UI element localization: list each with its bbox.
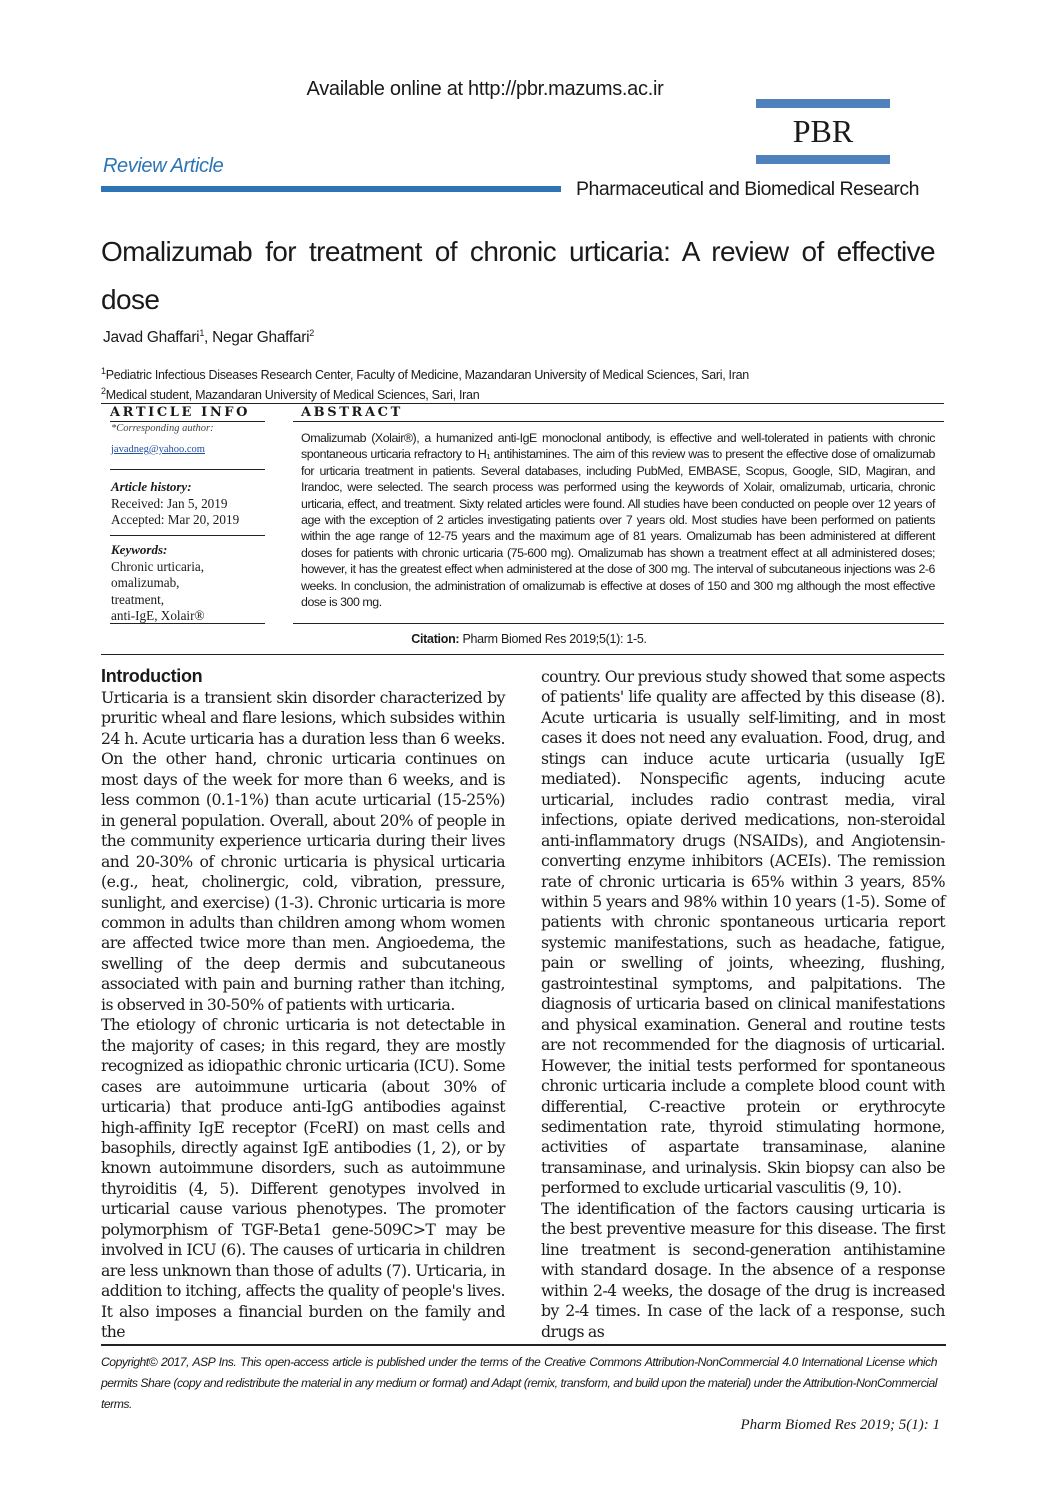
divider	[293, 421, 944, 422]
affiliation	[101, 366, 749, 382]
citation	[0, 632, 1058, 646]
author-list	[103, 328, 314, 347]
abstract-text: Omalizumab (Xolair®), a humanized anti-IgE monoclonal antibody, is effective and well-tolerated in patients with chronic spontaneous urticaria refractory to H₁ antihistamines. The aim of this review was to present the effective dose of omalizumab for urticaria treatment in patients. Several databases, including PubMed, EMBASE, Scopus, Google, SID, Magiran, and Irandoc, were selected. The search process was performed using the keywords of Xolair, omalizumab, urticaria, chronic urticaria, effect, and treatment. Sixty related articles were found. All studies have been conducted on people over 12 years of age with the exception of 2 articles investigating patients over 7 years old. Most studies have been performed on patients within the age range of 12-75 years and the maximum age of 81 years. Omalizumab has been administered at different doses for patients with chronic urticaria (75-600 mg). Omalizumab has shown a treatment effect at all administered doses; however, it has the greatest effect when administered at the dose of 300 mg. The interval of subcutaneous injections was 2-6 weeks. In conclusion, the administration of omalizumab is effective at doses of 150 and 300 mg although the most effective dose is 300 mg.	[301, 431, 935, 610]
body-paragraph: Urticaria is a transient skin disorder characterized by pruritic wheal and flare lesions, which subsides within 24 h. Acute urticaria has a duration less than 6 weeks. On the other hand, chronic urticaria continues on most days of the week for more than 6 weeks, and is less common (0.1-1%) than acute urticarial (15-25%) in general population. Overall, about 20% of people in the community experience urticaria during their lives and 20-30% of chronic urticaria is physical urticaria (e.g., heat, cholinergic, cold, vibration, pressure, sunlight, and exercise) (1-3). Chronic urticaria is more common in adults than children among whom women are affected twice more than men. Angioedema, the swelling of the deep dermis and subcutaneous associated with pain and burning rather than itching, is observed in 30-50% of patients with urticaria.	[101, 688, 505, 1014]
accepted-date: Accepted: Mar 20, 2019	[111, 512, 240, 527]
author-affiliation-mark: 2	[309, 328, 314, 338]
article-title: Omalizumab for treatment of chronic urticaria: A review of effective dose	[101, 236, 935, 315]
keyword: anti-IgE, Xolair®	[111, 608, 205, 623]
affiliation	[101, 386, 479, 402]
section-divider	[101, 654, 944, 655]
divider	[110, 469, 265, 470]
footer-divider	[101, 1344, 946, 1346]
keywords-heading: Keywords:	[111, 542, 168, 557]
article-history-heading: Article history:	[111, 479, 192, 494]
corresponding-author-label: *Corresponding author:	[111, 423, 214, 434]
affiliation-text: Medical student, Mazandaran University of Medical Sciences, Sari, Iran	[105, 388, 480, 403]
header-divider	[101, 186, 561, 192]
article-type-label: Review Article	[103, 155, 224, 177]
article-info-heading: ARTICLE INFO	[110, 405, 251, 420]
journal-name: Pharmaceutical and Biomedical Research	[576, 178, 920, 200]
abstract-heading: ABSTRACT	[301, 405, 403, 420]
affiliation-text: Pediatric Infectious Diseases Research Center, Faculty of Medicine, Mazandaran University of Medical Sciences, Sari, Iran	[105, 368, 749, 383]
body-paragraph: The etiology of chronic urticaria is not detectable in the majority of cases; in this regard, they are mostly recognized as idiopathic chronic urticaria (ICU). Some cases are autoimmune urticaria (about 30% of urticaria) that produce anti-IgG antibodies against high-affinity IgE receptor (FceRI) on mast cells and basophils, directly against IgE antibodies (1, 2), or by known autoimmune disorders, such as autoimmune thyroiditis (4, 5). Different genotypes involved in urticarial cause various phenotypes. The promoter polymorphism of TGF-Beta1 gene-509C>T may be involved in ICU (6). The causes of urticaria in children are less unknown than those of adults (7). Urticaria, in addition to itching, affects the quality of people's lives. It also imposes a financial burden on the family and the	[101, 1015, 505, 1342]
received-date: Received: Jan 5, 2019	[111, 496, 228, 511]
divider	[110, 421, 265, 422]
keyword: Chronic urticaria,	[111, 559, 205, 574]
author-affiliation-mark: 1	[199, 328, 205, 338]
corresponding-email-link[interactable]: javadneg@yahoo.com	[111, 444, 205, 455]
body-paragraph: country. Our previous study showed that some aspects of patients' life quality are affected by this disease (8). Acute urticaria is usually self-limiting, and in most cases it does not need any evaluation. Food, drug, and stings can induce acute urticaria (usually IgE mediated). Nonspecific agents, inducing acute urticarial, includes radio contrast media, viral infections, opiate derived medications, non-steroidal anti-inflammatory drugs (NSAIDs), and Angiotensin-converting enzyme inhibitors (ACEIs). The remission rate of chronic urticaria is 65% within 3 years, 85% within 5 years and 98% within 10 years (1-5). Some of patients with chronic spontaneous urticaria report systemic manifestations, such as headache, fatigue, pain or swelling of joints, wheezing, flushing, gastrointestinal symptoms, and palpitations. The diagnosis of urticaria based on clinical manifestations and physical examination. General and routine tests are not recommended for the diagnosis of urticarial. However, the initial tests performed for spontaneous chronic urticaria include a complete blood count with differential, C-reactive protein or erythrocyte sedimentation rate, thyroid stimulating hormone, activities of aspartate transaminase, alanine transaminase, and urinalysis. Skin biopsy can also be performed to exclude urticarial vasculitis (9, 10).	[541, 667, 945, 1198]
divider	[110, 535, 265, 536]
author-name: Negar Ghaffari	[212, 329, 310, 347]
author-name: Javad Ghaffari	[103, 329, 200, 347]
body-column-left	[101, 688, 505, 1343]
page-reference: Pharm Biomed Res 2019; 5(1): 1	[740, 1417, 940, 1433]
body-paragraph: The identification of the factors causing urticaria is the best preventive measure for this disease. The first line treatment is second-generation antihistamine with standard dosage. In the absence of a response within 2-4 weeks, the dosage of the drug is increased by 2-4 times. In case of the lack of a response, such drugs as	[541, 1198, 945, 1341]
introduction-heading: Introduction	[101, 666, 203, 686]
citation-label: Citation:	[411, 632, 460, 646]
body-column-right	[541, 667, 945, 1342]
keyword: omalizumab,	[111, 575, 180, 590]
divider	[110, 623, 265, 624]
journal-logo: PBR	[792, 113, 854, 149]
available-online-text: Available online at http://pbr.mazums.ac.ir	[306, 78, 664, 100]
copyright-notice: Copyright© 2017, ASP Ins. This open-access article is published under the terms of the Creative Commons Attribution-NonCommercial 4.0 International License which permits Share (copy and redistribute the material in any medium or format) and Adapt (remix, transform, and build upon the material) under the Attribution-NonCommercial terms.	[101, 1355, 937, 1411]
section-divider	[101, 403, 944, 404]
logo-bottom-bar	[756, 155, 890, 164]
affiliation-mark: 1	[101, 366, 106, 376]
author-separator: ,	[204, 329, 213, 347]
divider	[293, 623, 944, 624]
logo-top-bar	[756, 99, 890, 108]
keyword: treatment,	[111, 592, 165, 607]
citation-text: Pharm Biomed Res 2019;5(1): 1-5.	[462, 632, 647, 646]
affiliation-mark: 2	[101, 386, 106, 396]
